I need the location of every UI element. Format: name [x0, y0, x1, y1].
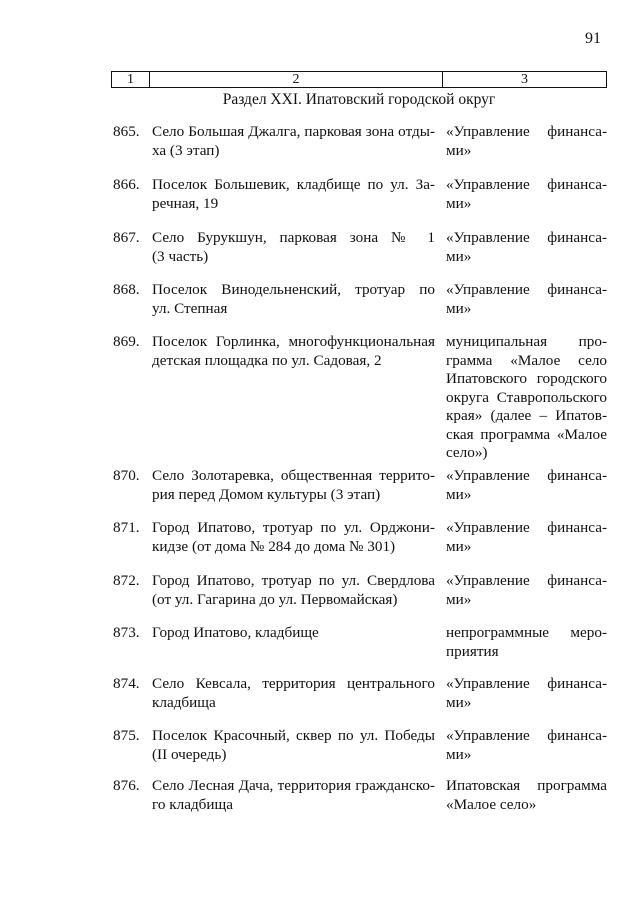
- funding-source: [446, 675, 607, 712]
- description-line: кладбища: [152, 693, 216, 711]
- funding-source-line: «Малое село»: [446, 795, 537, 813]
- description-line: Город Ипатово, тротуар по ул. Свердлова: [152, 572, 435, 589]
- funding-source-line: грамма «Малое село: [446, 351, 607, 369]
- funding-source-line: округа Ставропольского: [446, 388, 607, 406]
- object-description: [152, 519, 435, 556]
- funding-source-line: муниципальная про-: [446, 333, 607, 350]
- funding-source-line: «Управление финанса-: [446, 176, 607, 193]
- funding-source-line: приятия: [446, 642, 499, 660]
- funding-source: [446, 467, 607, 504]
- funding-source-line: село»): [446, 444, 488, 461]
- page-number: 91: [585, 30, 601, 47]
- description-line: Поселок Красочный, сквер по ул. Победы: [152, 727, 435, 744]
- object-description: [152, 333, 435, 370]
- description-line: речная, 19: [152, 194, 219, 212]
- row-number: 868.: [113, 281, 140, 298]
- funding-source: [446, 777, 607, 814]
- funding-source-line: Ипатовская программа: [446, 777, 607, 794]
- object-description: [152, 572, 435, 609]
- object-description: [152, 624, 435, 643]
- funding-source: [446, 624, 607, 661]
- funding-source: [446, 176, 607, 213]
- funding-source-line: края» (далее – Ипатов-: [446, 407, 607, 424]
- funding-source-line: ми»: [446, 537, 472, 555]
- funding-source-line: ская программа «Малое: [446, 425, 607, 443]
- funding-source-line: «Управление финанса-: [446, 123, 607, 140]
- funding-source-line: «Управление финанса-: [446, 675, 607, 692]
- funding-source-line: ми»: [446, 590, 472, 608]
- column-2-number: 2: [150, 72, 443, 88]
- description-line: Поселок Большевик, кладбище по ул. За-: [152, 176, 435, 193]
- description-line: го кладбища: [152, 795, 233, 813]
- funding-source-line: Ипатовского городского: [446, 370, 607, 387]
- funding-source: [446, 727, 607, 764]
- funding-source: [446, 229, 607, 266]
- column-1-number: 1: [112, 72, 150, 88]
- row-number: 870.: [113, 467, 140, 484]
- description-line: Село Лесная Дача, территория гражданско-: [152, 777, 435, 794]
- column-3-number: 3: [443, 72, 607, 88]
- description-line: ул. Степная: [152, 299, 228, 317]
- object-description: [152, 467, 435, 504]
- description-line: Поселок Винодельненский, тротуар по: [152, 281, 435, 298]
- funding-source-line: ми»: [446, 141, 472, 159]
- funding-source-line: ми»: [446, 194, 472, 212]
- funding-source-line: «Управление финанса-: [446, 727, 607, 744]
- row-number: 869.: [113, 333, 140, 350]
- funding-source-line: ми»: [446, 485, 472, 503]
- column-number-header: [111, 71, 607, 88]
- row-number: 873.: [113, 624, 140, 641]
- funding-source: [446, 333, 607, 463]
- description-line: (3 часть): [152, 247, 209, 265]
- row-number: 872.: [113, 572, 140, 589]
- funding-source-line: «Управление финанса-: [446, 229, 607, 246]
- description-line: кидзе (от дома № 284 до дома № 301): [152, 537, 396, 555]
- description-line: детская площадка по ул. Садовая, 2: [152, 351, 382, 369]
- funding-source: [446, 572, 607, 609]
- funding-source-line: непрограммные меро-: [446, 624, 607, 641]
- row-number: 876.: [113, 777, 140, 794]
- row-number: 866.: [113, 176, 140, 193]
- object-description: [152, 281, 435, 318]
- object-description: [152, 176, 435, 213]
- description-line: Село Золотаревка, общественная террито-: [152, 467, 435, 484]
- row-number: 865.: [113, 123, 140, 140]
- description-line: рия перед Домом культуры (3 этап): [152, 485, 381, 503]
- funding-source-line: «Управление финанса-: [446, 281, 607, 298]
- funding-source-line: «Управление финанса-: [446, 519, 607, 536]
- funding-source: [446, 519, 607, 556]
- funding-source-line: ми»: [446, 299, 472, 317]
- description-line: Поселок Горлинка, многофункциональная: [152, 333, 435, 350]
- description-line: Город Ипатово, тротуар по ул. Орджони-: [152, 519, 435, 536]
- funding-source-line: ми»: [446, 247, 472, 265]
- description-line: Город Ипатово, кладбище: [152, 624, 319, 641]
- row-number: 874.: [113, 675, 140, 692]
- description-line: (от ул. Гагарина до ул. Первомайская): [152, 590, 398, 608]
- object-description: [152, 675, 435, 712]
- row-number: 871.: [113, 519, 140, 536]
- object-description: [152, 229, 435, 266]
- funding-source: [446, 123, 607, 160]
- description-line: Село Бурукшун, парковая зона № 1: [152, 229, 435, 246]
- row-number: 867.: [113, 229, 140, 246]
- funding-source-line: «Управление финанса-: [446, 572, 607, 589]
- object-description: [152, 727, 435, 764]
- funding-source-line: «Управление финанса-: [446, 467, 607, 484]
- description-line: ха (3 этап): [152, 141, 220, 159]
- description-line: Село Кевсала, территория центрального: [152, 675, 435, 692]
- funding-source-line: ми»: [446, 693, 472, 711]
- section-title: Раздел XXI. Ипатовский городской округ: [222, 91, 496, 108]
- object-description: [152, 123, 435, 160]
- description-line: Село Большая Джалга, парковая зона отды-: [152, 123, 435, 140]
- description-line: (II очередь): [152, 745, 227, 763]
- object-description: [152, 777, 435, 814]
- row-number: 875.: [113, 727, 140, 744]
- funding-source: [446, 281, 607, 318]
- funding-source-line: ми»: [446, 745, 472, 763]
